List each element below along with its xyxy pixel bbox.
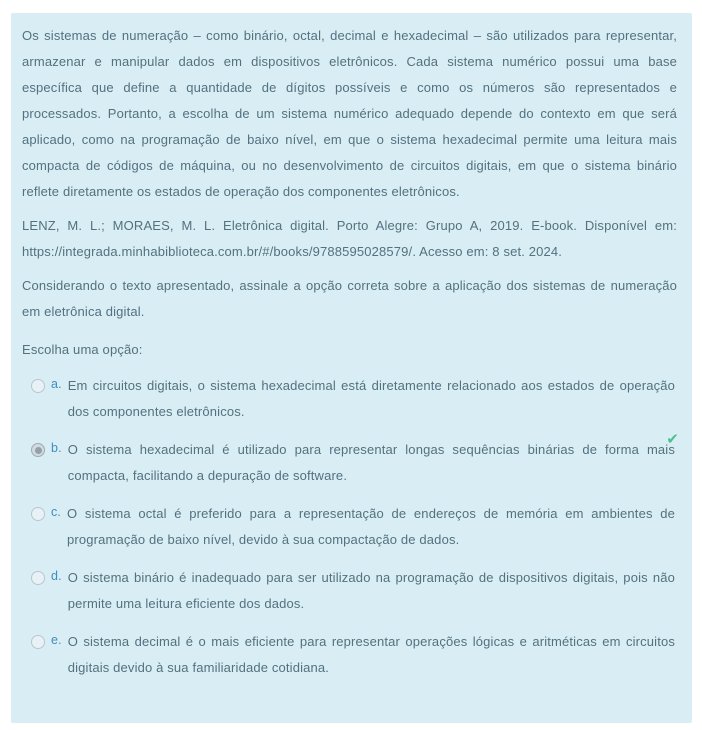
- option-a[interactable]: [22, 373, 677, 425]
- option-c-text: O sistema octal é preferido para a representação de endereços de memória em ambientes de programação de baixo nível, devido à sua compactação de dados.: [67, 506, 675, 547]
- option-d-text-wrap: [68, 565, 677, 617]
- question-panel: [11, 13, 692, 723]
- option-e-text-wrap: [68, 629, 677, 681]
- option-a-text-wrap: [68, 373, 677, 425]
- option-b-text-wrap: [67, 431, 679, 489]
- option-b-text: O sistema hexadecimal é utilizado para representar longas sequências binárias de forma mais compacta, facilitando a depuração de software.: [67, 442, 675, 483]
- option-e-text: O sistema decimal é o mais eficiente para representar operações lógicas e aritméticas em circuitos digitais devido à sua familiaridade cotidiana.: [67, 634, 675, 675]
- option-e[interactable]: [22, 629, 677, 681]
- choose-option-label: Escolha uma opção:: [22, 342, 143, 357]
- option-d-letter: d.: [51, 569, 62, 583]
- option-c-text-wrap: [67, 501, 677, 553]
- option-b-letter: b.: [51, 441, 62, 455]
- radio-option-d[interactable]: [31, 571, 45, 585]
- correct-check-icon: ✔: [666, 431, 679, 448]
- option-a-letter: a.: [51, 377, 62, 391]
- option-d-text: O sistema binário é inadequado para ser utilizado na programação de dispositivos digitais, pois não permite uma leitura eficiente dos dados.: [67, 570, 675, 611]
- radio-option-c[interactable]: [31, 507, 45, 521]
- radio-option-a[interactable]: [31, 379, 45, 393]
- option-d[interactable]: [22, 565, 677, 617]
- question-statement: Os sistemas de numeração – como binário, octal, decimal e hexadecimal – são utilizados para representar, armazenar e manipular dados em dispositivos eletrônicos. Cada sistema numérico possui uma base específica que define a quantidade de dígitos possíveis e como os números são representados e processados. Portanto, a escolha de um sistema numérico adequado depende do contexto em que será aplicado, como na programação de baixo nível, em que o sistema hexadecimal permite uma leitura mais compacta de códigos de máquina, ou no desenvolvimento de circuitos digitais, em que o sistema binário reflete diretamente os estados de operação dos componentes eletrônicos.: [22, 28, 677, 199]
- option-e-letter: e.: [51, 633, 62, 647]
- option-a-text: Em circuitos digitais, o sistema hexadecimal está diretamente relacionado aos estados de operação dos componentes eletrônicos.: [67, 378, 675, 419]
- option-b[interactable]: [22, 431, 679, 489]
- radio-option-b-selected[interactable]: [31, 443, 45, 457]
- radio-option-e[interactable]: [31, 635, 45, 649]
- question-prompt: Considerando o texto apresentado, assinale a opção correta sobre a aplicação dos sistemas de numeração em eletrônica digital.: [22, 278, 677, 319]
- option-c-letter: c.: [51, 505, 62, 519]
- option-c[interactable]: [22, 501, 677, 553]
- citation-text: LENZ, M. L.; MORAES, M. L. Eletrônica digital. Porto Alegre: Grupo A, 2019. E-book. Disponível em: https://integrada.minhabiblioteca.com.br/#/books/9788595028579/. Acesso em: 8 set. 2024.: [22, 218, 677, 259]
